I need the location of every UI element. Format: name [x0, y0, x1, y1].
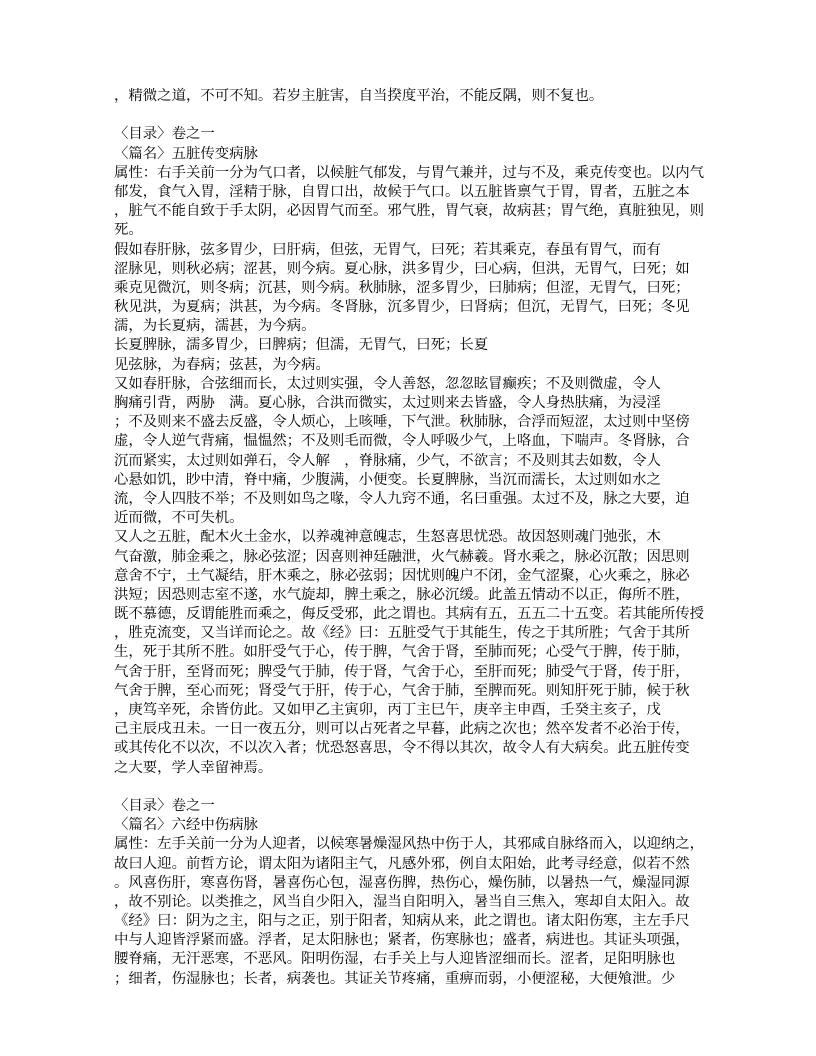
- text-line: ；不及则来不盛去反盛，令人烦心，上咳唾，下气泄。秋肺脉，合浮而短涩，太过则中坚傍: [114, 414, 690, 431]
- text-line: 流，令人四肢不举；不及则如鸟之喙，令人九窍不通，名曰重强。太过不及，脉之大要，迫: [114, 490, 690, 507]
- section: [114, 797, 718, 989]
- text-line: 意舍不宁，土气凝结，肝木乘之，脉必弦弱；因忧则魄户不闭，金气涩聚，心火乘之，脉必: [114, 567, 690, 584]
- text-line: ，脏气不能自致于手太阴，必因胃气而至。邪气胜，胃气衰，故病甚；胃气绝，真脏独见，则: [114, 203, 705, 220]
- text-line: 属性：左手关前一分为人迎者，以候寒暑燥湿风热中伤于人，其邪咸自脉络而入，以迎纳之，: [114, 836, 705, 853]
- text-line: 乘克见微沉，则冬病；沉甚，则今病。秋肺脉，涩多胃少，曰肺病；但涩，无胃气，曰死；: [114, 279, 690, 296]
- intro-paragraph: [114, 87, 718, 106]
- document-text: [114, 87, 718, 989]
- text-line: 涩脉见，则秋必病；涩甚，则今病。夏心脉，洪多胃少，曰心病，但洪，无胃气，曰死；如: [114, 260, 690, 277]
- title-line: 〈篇名〉五脏传变病脉: [114, 145, 258, 162]
- document-sections: [114, 125, 718, 988]
- text-line: ，庚笃辛死，余皆仿此。又如甲乙主寅卯，丙丁主巳午，庚辛主申酉，壬癸主亥子，戊: [114, 702, 661, 718]
- text-line: 洪短；因恐则志室不遂，水气旋却，脾土乘之，脉必沉缓。此盖五情动不以正，侮所不胜，: [114, 586, 690, 603]
- text-line: 郁发，食气入胃，淫精于脉，自胃口出，故候于气口。以五脏皆禀气于胃，胃者，五脏之本: [114, 183, 690, 200]
- text-line: 见弦脉，为春病；弦甚，为今病。: [114, 356, 330, 373]
- text-line: 腰脊痛，无汗恶寒，不恶风。阳明伤湿，右手关上与人迎皆涩细而长。涩者，足阳明脉也: [114, 951, 676, 968]
- text-line: 。风喜伤肝，寒喜伤肾，暑喜伤心包，湿喜伤脾，热伤心，燥伤肺，以暑热一气，燥湿同源: [114, 874, 690, 891]
- text-line: 秋见洪，为夏病；洪甚，为今病。冬肾脉，沉多胃少，曰肾病；但沉，无胃气，曰死；冬见: [114, 299, 690, 316]
- text-line: 气奋激，肺金乘之，脉必弦涩；因喜则神廷融泄，火气赫羲。肾水乘之，脉必沉散；因思则: [114, 548, 690, 565]
- text-line: 假如春肝脉，弦多胃少，曰肝病，但弦，无胃气，曰死；若其乘克，春虽有胃气，而有: [114, 241, 661, 258]
- title-line: 〈篇名〉六经中伤病脉: [114, 817, 258, 834]
- text-line: 濡，为长夏病，濡甚，为今病。: [114, 318, 316, 335]
- text-line: ，胜克流变，又当详而论之。故《经》曰：五脏受气于其能生，传之于其所胜；气舍于其所: [114, 625, 690, 642]
- text-line: ，精微之道，不可不知。若岁主脏害，自当揆度平治，不能反隅，则不复也。: [114, 88, 604, 104]
- text-line: 又人之五脏，配木火土金水，以养魂神意魄志，生怒喜思忧恐。故因怒则魂门弛张，木: [114, 529, 661, 546]
- text-line: 生，死于其所不胜。如肝受气于心，传于脾，气舍于肾，至肺而死；心受气于脾，传于肺，: [114, 644, 690, 661]
- text-line: 或其传化不以次，不以次入者；忧恐怒喜思，令不得以其次，故令人有大病矣。此五脏传变: [114, 740, 690, 757]
- text-line: 属性：右手关前一分为气口者，以候脏气郁发，与胃气兼并，过与不及，乘克传变也。以内气: [114, 164, 705, 181]
- toc-line: 〈目录〉卷之一: [114, 797, 215, 814]
- text-line: 胸痛引背，两胁 满。夏心脉，合洪而微实，太过则来去皆盛，令人身热肤痛，为浸淫: [114, 395, 661, 411]
- text-line: 中与人迎皆浮紧而盛。浮者，足太阳脉也；紧者，伤寒脉也；盛者，病进也。其证头项强，: [114, 932, 690, 949]
- text-line: 长夏脾脉，濡多胃少，曰脾病；但濡，无胃气，曰死；长夏: [114, 337, 489, 354]
- toc-line: 〈目录〉卷之一: [114, 126, 215, 143]
- text-line: 故曰人迎。前哲方论，谓太阳为诸阳主气，凡感外邪，例自太阳始，此考寻经意，似若不然: [114, 855, 690, 872]
- text-line: 《经》曰：阴为之主，阳与之正，别于阳者，知病从来，此之谓也。诸太阳伤寒，主左手尺: [114, 913, 690, 930]
- text-line: 沉而紧实，太过则如弹石，令人解 ，脊脉痛，少气，不欲言；不及则其去如数，令人: [114, 452, 661, 469]
- text-line: 死。: [114, 222, 143, 239]
- text-line: ，故不别论。以类推之，风当自少阳入，湿当自阳明入，暑当自三焦入，寒却自太阳入。故: [114, 893, 690, 910]
- text-line: 虚，令人逆气背痛，愠愠然；不及则毛而微，令人呼吸少气，上咯血，下喘声。冬肾脉，合: [114, 433, 690, 450]
- text-line: 心悬如饥，眇中清，脊中痛，少腹满，小便变。长夏脾脉，当沉而濡长，太过则如水之: [114, 471, 661, 488]
- text-line: ；细者，伤湿脉也；长者，病袭也。其证关节疼痛，重痹而弱，小便涩秘，大便飧泄。少: [114, 970, 676, 987]
- text-line: 己主辰戌丑未。一日一夜五分，则可以占死者之早暮，此病之次也；然卒发者不必治于传，: [114, 721, 690, 738]
- text-line: 气舍于脾，至心而死；肾受气于肝，传于心，气舍于肺，至脾而死。则知肝死于肺，候于秋: [114, 682, 690, 699]
- text-line: 又如春肝脉，合弦细而长，太过则实强，令人善怒，忽忽眩冒癫疾；不及则微虚，令人: [114, 375, 661, 392]
- text-line: 近而微，不可失机。: [114, 510, 244, 527]
- text-line: 既不慕德，反谓能胜而乘之，侮反受邪，此之谓也。其病有五，五五二十五变。若其能所传授: [114, 606, 705, 623]
- section: [114, 125, 718, 777]
- text-line: 气舍于肝，至肾而死；脾受气于肺，传于肾，气舍于心，至肝而死；肺受气于肾，传于肝，: [114, 663, 690, 680]
- text-line: 之大要，学人幸留神焉。: [114, 759, 273, 776]
